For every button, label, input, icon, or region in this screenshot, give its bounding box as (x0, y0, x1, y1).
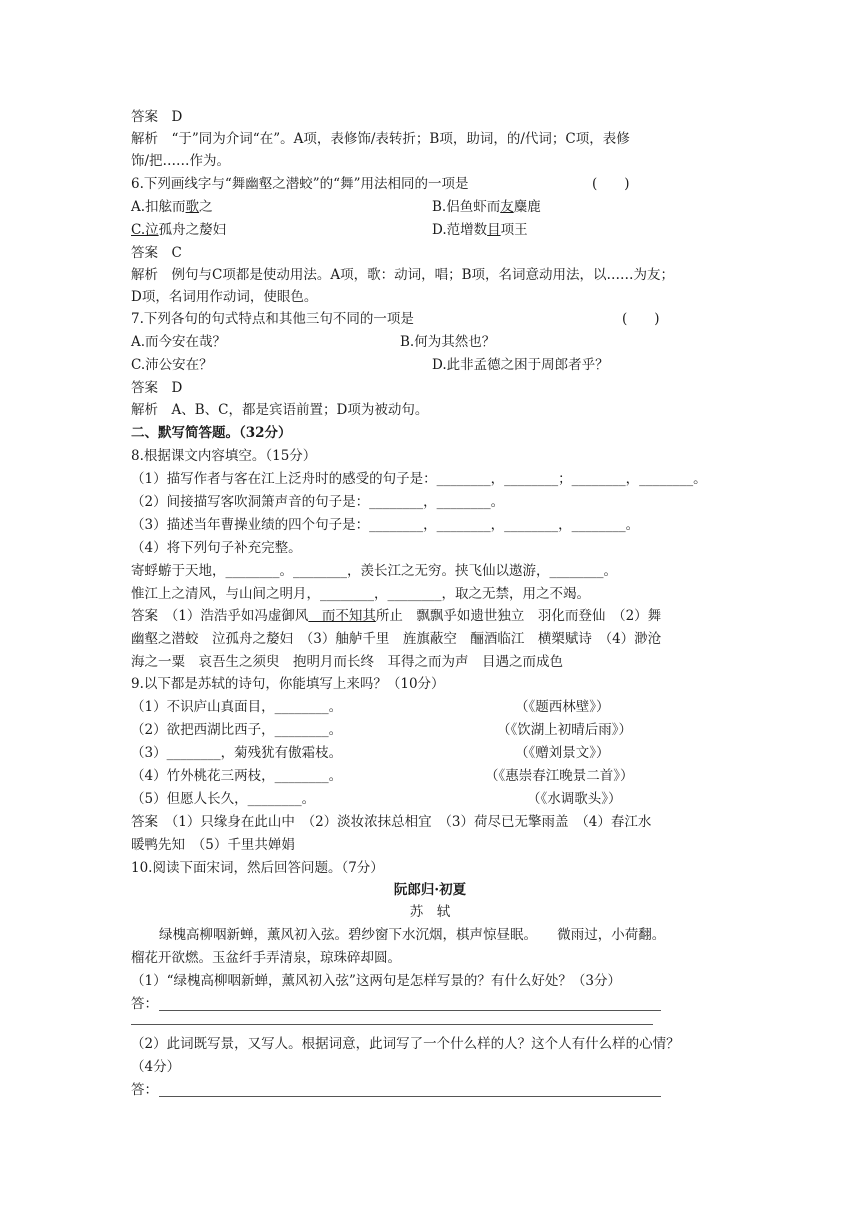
q9-answer-line2: 暖鸭先知 （5）千里共婵娟 (131, 837, 295, 853)
q8-answer-line1 (131, 606, 661, 626)
q6-option-c (131, 220, 226, 240)
q9-source-2: （《饮湖上初晴后雨》） (497, 722, 632, 738)
q6-b-post: 麋鹿 (513, 199, 541, 215)
q9-answer-line1: 答案 （1）只缘身在此山中 （2）淡妆浓抹总相宜 （3）荷尽已无擎雨盖 （4）春江水 (131, 814, 652, 830)
q6-answer-paren: ( ) (592, 176, 630, 192)
q9-item-1: （1）不识庐山真面目，________。 (131, 699, 343, 715)
answer-rule-2[interactable] (131, 1024, 653, 1025)
q6-b-pre: B.侣鱼虾而 (432, 199, 501, 215)
q9-source-5: （《水调歌头》） (527, 791, 622, 807)
q6-c-post: 孤舟之嫠妇 (158, 222, 227, 238)
q8-sub1: （1）描写作者与客在江上泛舟时的感受的句子是：________，________；________，________。 (131, 471, 707, 487)
poem-line1: 绿槐高柳咽新蝉，薰风初入弦。碧纱窗下水沉烟，棋声惊昼眠。 微雨过，小荷翻。 (159, 927, 666, 943)
q10-sub1: （1）“绿槐高柳咽新蝉，薰风初入弦”这两句是怎样写景的？有什么好处？（3分） (131, 973, 621, 989)
q7-analysis: 解析 A、B、C，都是宾语前置；D项为被动句。 (131, 402, 429, 418)
q8-fill-line1: 寄蜉蝣于天地，________。________，羡长江之无穷。挟飞仙以遨游，________。 (131, 563, 617, 579)
q5-analysis-cont: 饰/把……作为。 (131, 153, 231, 169)
q9-source-3: （《赠刘景文》） (515, 745, 610, 761)
answer-rule-1[interactable] (159, 1010, 661, 1011)
q7-option-a: A.而今安在哉？ (131, 334, 227, 350)
q8-sub2: （2）间接描写客吹洞箫声音的句子是：________，________。 (131, 494, 505, 510)
q6-stem: 6.下列画线字与“舞幽壑之潜蛟”的“舞”用法相同的一项是 (131, 176, 469, 192)
q6-analysis-cont: D项，名词用作动词，使眼色。 (131, 289, 318, 305)
q8-ans-underlined: 而不知其 (308, 608, 376, 624)
q5-analysis: 解析 “于”同为介词“在”。A项，表修饰/表转折；B项，助词，的/代词；C项，表修 (131, 131, 630, 147)
q10-answer-label-2: 答： (131, 1082, 158, 1098)
q9-item-3: （3）________，菊残犹有傲霜枝。 (131, 745, 343, 761)
q6-d-pre: D.范增数 (432, 222, 488, 238)
q9-source-1: （《题西林壁》） (515, 699, 610, 715)
q6-option-d (432, 220, 528, 240)
q6-option-b (432, 197, 541, 217)
q8-sub4: （4）将下列句子补充完整。 (131, 540, 302, 556)
q8-sub3: （3）描述当年曹操业绩的四个句子是：________，________，________，________。 (131, 517, 640, 533)
q7-answer-paren: ( ) (622, 311, 660, 327)
q6-a-post: 之 (199, 199, 213, 215)
q7-stem: 7.下列各句的句式特点和其他三句不同的一项是 (131, 311, 414, 327)
q7-answer: 答案 D (131, 380, 183, 396)
q9-item-4: （4）竹外桃花三两枝，________。 (131, 768, 343, 784)
q8-ans-pre: 答案 （1）浩浩乎如冯虚御风 (131, 608, 309, 624)
q9-stem: 9.以下都是苏轼的诗句，你能填写上来吗？（10分） (131, 676, 445, 692)
q9-source-4: （《惠崇春江晚景二首》） (485, 768, 634, 784)
answer-rule-3[interactable] (159, 1096, 661, 1097)
q8-answer-line3: 海之一粟 哀吾生之须臾 抱明月而长终 耳得之而为声 目遇之而成色 (131, 654, 563, 670)
q8-stem: 8.根据课文内容填空。（15分） (131, 448, 317, 464)
q6-a-pre: A.扣舷而 (131, 199, 186, 215)
q7-option-d: D.此非孟德之困于周郎者乎？ (432, 357, 609, 373)
q6-a-underlined: 歌 (185, 199, 200, 215)
q8-fill-line2: 惟江上之清风，与山间之明月，________，________，取之无禁，用之不竭。 (131, 586, 590, 602)
q8-answer-line2: 幽壑之潜蛟 泣孤舟之嫠妇 （3）舳舻千里 旌旗蔽空 酾酒临江 横槊赋诗 （4）渺沧 (131, 631, 662, 647)
q10-sub2-cont: （4分） (131, 1059, 181, 1075)
q6-c-underlined: C.泣 (131, 222, 159, 238)
q6-option-a (131, 197, 213, 217)
section-heading: 二、默写简答题。（32分） (131, 425, 292, 441)
q9-item-2: （2）欲把西湖比西子，________。 (131, 722, 343, 738)
q6-d-post: 项王 (500, 222, 528, 238)
poem-title: 阮郎归·初夏 (393, 882, 467, 898)
poem-line2: 榴花开欲燃。玉盆纤手弄清泉，琼珠碎却圆。 (131, 950, 401, 966)
q10-stem: 10.阅读下面宋词，然后回答问题。（7分） (131, 860, 384, 876)
q7-option-c: C.沛公安在？ (131, 357, 213, 373)
poem-author: 苏 轼 (409, 904, 451, 920)
q10-answer-label-1: 答： (131, 996, 158, 1012)
q6-analysis: 解析 例句与C项都是使动用法。A项，歌：动词，唱；B项，名词意动用法，以……为友； (131, 267, 674, 283)
q8-ans-post: 所止 飘飘乎如遗世独立 羽化而登仙 （2）舞 (375, 608, 662, 624)
q5-answer: 答案 D (131, 109, 183, 125)
q10-sub2: （2）此词既写景，又写人。根据词意，此词写了一个什么样的人？这个人有什么样的心情？ (131, 1036, 680, 1052)
q6-answer: 答案 C (131, 245, 182, 261)
q7-option-b: B.何为其然也？ (400, 334, 496, 350)
q6-d-underlined: 目 (487, 222, 501, 238)
q6-b-underlined: 友 (500, 199, 514, 215)
q9-item-5: （5）但愿人长久，________。 (131, 791, 316, 807)
